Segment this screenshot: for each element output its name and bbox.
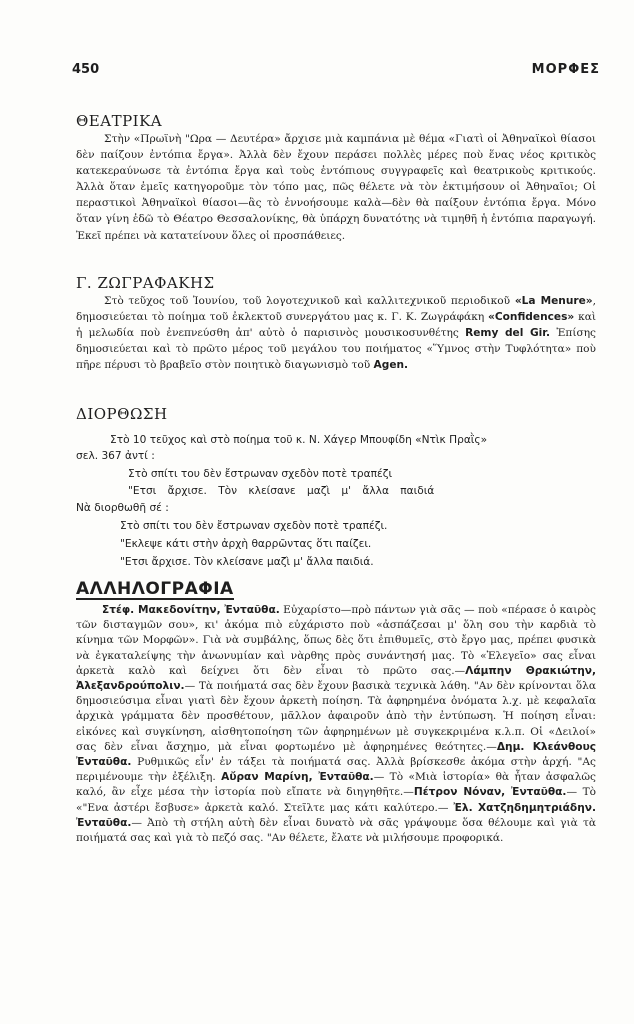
allilografia-text bbox=[76, 603, 596, 846]
correction-line-8: "Ετσι ἄρχισε. Τὸν κλείσανε μαζὶ μ' ἄλλα παιδιά. bbox=[120, 556, 374, 568]
town-name: Agen. bbox=[373, 359, 409, 372]
reply-text: Ρυθμικῶς εἶν' ἐν τάξει τὰ ποιήματά σας. Ἀλλὰ βρίσκεσθε ἀκόμα στὴν ἀρχή. "Ας περιμένουμε τὴν ἐξέλιξη. bbox=[76, 756, 596, 784]
reply-text: — Τὰ ποιήματά σας δὲν ἔχουν βασικὰ τεχνικὰ λάθη. "Αν δὲν κρίνονται ὅλα δημοσιεύσιμα εἶναι γιατὶ δὲν ἔχουν ἀρκετὴ ποίηση. Τὰ ἀφηρημένα ὀνόματα λ.χ. μὲ κεφαλαῖα ἀρχικὰ γράμματα δὲν προσθέτουν, μᾶλλον ἀφαιροῦν ἀπὸ τὴν ἐντύπωση. Ἡ ποίηση εἶναι: εἰκόνες καὶ συγκίνηση, αἰσθητοποίηση τῶν ἀφηρημένων μὲ συγκεκριμένα κ.λ.π. Οἱ «Δειλοί» σας δὲν εἶναι ἄσχημο, μὰ εἶναι φορτωμένο μὲ ἀφηρημένες θεότητες.— bbox=[76, 680, 596, 753]
addressee-name: Πέτρον Νόναν, Ἐνταῦθα. bbox=[413, 786, 567, 799]
correction-line-5: Νὰ διορθωθῆ σέ : bbox=[76, 502, 169, 514]
correction-line-7: "Εκλεψε κάτι στὴν ἀρχὴ θαρρῶντας ὅτι παίζει. bbox=[120, 538, 372, 550]
addressee-name: Δημ. Κλεάνθους Ἐνταῦθα. bbox=[76, 740, 597, 769]
reply-text: Εὐχαρίστο—πρὸ πάντων γιὰ σᾶς — ποὺ «πέρασε ὁ καιρὸς τῶν δισταγμῶν σου», κι' ἀκόμα πιὸ εὐχάριστο ποὺ «ἀσπάζεσαι μ' ὅλη σου τὴν καρδιὰ τὸ κίνημα τῶν Μορφῶν». Γιὰ νὰ συμβάλης, ὅπως δὲς ὅτι ἐπιθυμεῖς, στὸ ἔργο μας, πρέπει φυσικὰ νὰ ἐγκαταλείψης τὴν ἀνωνυμίαν καὶ νὰρθης πρὸς συνάντησή μας. Τὸ «Ἐλεγεῖο» σας εἶναι ἀρκετὰ καλὸ καὶ δείχνει ὅτι δὲν εἶναι τὸ πρῶτο σας.— bbox=[76, 604, 596, 677]
poem-title: «Confidences» bbox=[488, 311, 575, 324]
addressee-name: Λάμπην Θρακιώτην, Ἀλεξανδρούπολιν. bbox=[76, 664, 596, 693]
correction-line-6: Στὸ σπίτι του δὲν ἔστρωναν σχεδὸν ποτὲ τραπέζι. bbox=[120, 520, 388, 532]
theatrika-text: Στὴν «Πρωϊνὴ "Ωρα — Δευτέρα» ἄρχισε μιὰ καμπάνια μὲ θέμα «Γιατὶ οἱ Ἀθηναϊκοὶ θίασοι δὲν παίζουν ἐντόπια ἔργα». Ἀλλὰ δὲν ἔχουν περάσει πολλὲς μέρες ποὺ ἕνας νέος κριτικὸς κατεκεραύνωσε τὰ ἐντόπια ἔργα καὶ τοὺς ἐντόπιους συγγραφεῖς καὶ θεατρικοὺς κριτικούς. Ἀλλὰ ὅταν ἐμεῖς κατηγοροῦμε τὸν τόπο μας, πῶς θέλετε νὰ τὸν ἐκτιμήσουν οἱ Ἀθηναῖοι; Οἱ περαστικοὶ Ἀθηναϊκοὶ θίασοι—ἂς τὸ ἐννοήσουμε καλὰ—δὲν θὰ παίξουν ἐντόπια ἔργα. Μόνο ὅταν γίνη ἐδῶ τὸ Θέατρο Θεσσαλονίκης, θὰ ὑπάρχη δυνατότης νὰ τιμηθῆ ἡ ἐντόπια παραγωγή. Ἐκεῖ πρέπει νὰ κατατείνουν ὅλες οἱ προσπάθειες. bbox=[76, 133, 596, 242]
page-header bbox=[72, 62, 600, 82]
zografakis-text-1: Στὸ τεῦχος τοῦ Ἰουνίου, τοῦ λογοτεχνικοῦ καὶ καλλιτεχνικοῦ περιοδικοῦ bbox=[104, 295, 515, 307]
section-title-zografakis: Γ. ΖΩΓΡΑΦΑΚΗΣ bbox=[76, 274, 215, 292]
section-title-theatrika: ΘΕΑΤΡΙΚΑ bbox=[76, 112, 163, 130]
section-title-allilografia: ΑΛΛΗΛΟΓΡΑΦΙΑ bbox=[76, 579, 234, 599]
section-title-diorthosi: ΔΙΟΡΘΩΣΗ bbox=[76, 405, 168, 423]
correction-line-2: σελ. 367 ἀντί : bbox=[76, 450, 155, 462]
zografakis-text bbox=[76, 293, 596, 373]
addressee-name: Ἐλ. Χατζηδημητριάδην. Ἐνταῦθα. bbox=[76, 801, 596, 829]
zografakis-text-4: Ἐπίσης δημοσιεύεται καὶ τὸ πρῶτο μέρος τοῦ μεγάλου του ποιήματος «Ὕμνος στὴν Τυφλότητα» ποὺ πῆρε πέρυσι τὸ βραβεῖο στὸν ποιητικὸ διαγωνισμὸ τοῦ bbox=[76, 327, 596, 372]
correction-line-1: Στὸ 10 τεῦχος καὶ στὸ ποίημα τοῦ κ. Ν. Χάγερ Μπουφίδη «Ντὶκ Πραῒς» bbox=[110, 434, 488, 446]
reply-text: — Τὸ «Μιὰ ἱστορία» θὰ ἦταν ἀσφαλῶς καλό, ἂν εἶχε μέσα τὴν ἱστορία ποὺ εἴπατε νὰ διηγηθῆτε.— bbox=[76, 771, 596, 799]
magazine-name: «La Menure» bbox=[514, 295, 593, 307]
correction-line-3: Στὸ σπίτι του δὲν ἔστρωναν σχεδὸν ποτὲ τραπέζι bbox=[128, 468, 393, 480]
reply-text: — Ἀπὸ τὴ στήλη αὐτὴ δὲν εἶναι δυνατὸ νὰ σᾶς γράψουμε ὅσα θέλουμε καὶ γιὰ τὰ ποιήματά σας καὶ γιὰ τὸ πεζό σας. "Αν θέλετε, ἔλατε νὰ μιλήσουμε προφορικά. bbox=[76, 816, 596, 845]
addressee-name: Στέφ. Μακεδονίτην, Ἐνταῦθα. bbox=[102, 604, 280, 616]
zografakis-text-2: , δημοσιεύεται τὸ ποίημα τοῦ ἐκλεκτοῦ συνεργάτου μας κ. Γ. Κ. Ζωγράφάκη bbox=[76, 295, 597, 324]
journal-name: ΜΟΡΦΕΣ bbox=[531, 62, 600, 77]
addressee-name: Αὔραν Μαρίνη, Ἐνταῦθα. bbox=[221, 771, 374, 784]
correction-line-4: "Ετσι ἄρχισε. Τὸν κλείσανε μαζὶ μ' ἄλλα παιδιά bbox=[128, 485, 435, 497]
zografakis-text-3: καὶ ἡ μελωδία ποὺ ἐνεπνεύσθη ἀπ' αὐτὸ ὁ παρισινὸς μουσικοσυνθέτης bbox=[76, 311, 597, 340]
reply-text: — Τὸ «"Ενα ἀστέρι ἔσβυσε» ἀρκετὰ καλό. Στεῖλτε μας κάτι καλύτερο.— bbox=[76, 786, 597, 814]
composer-name: Remy del Gir. bbox=[465, 327, 551, 340]
page-number: 450 bbox=[72, 62, 100, 77]
